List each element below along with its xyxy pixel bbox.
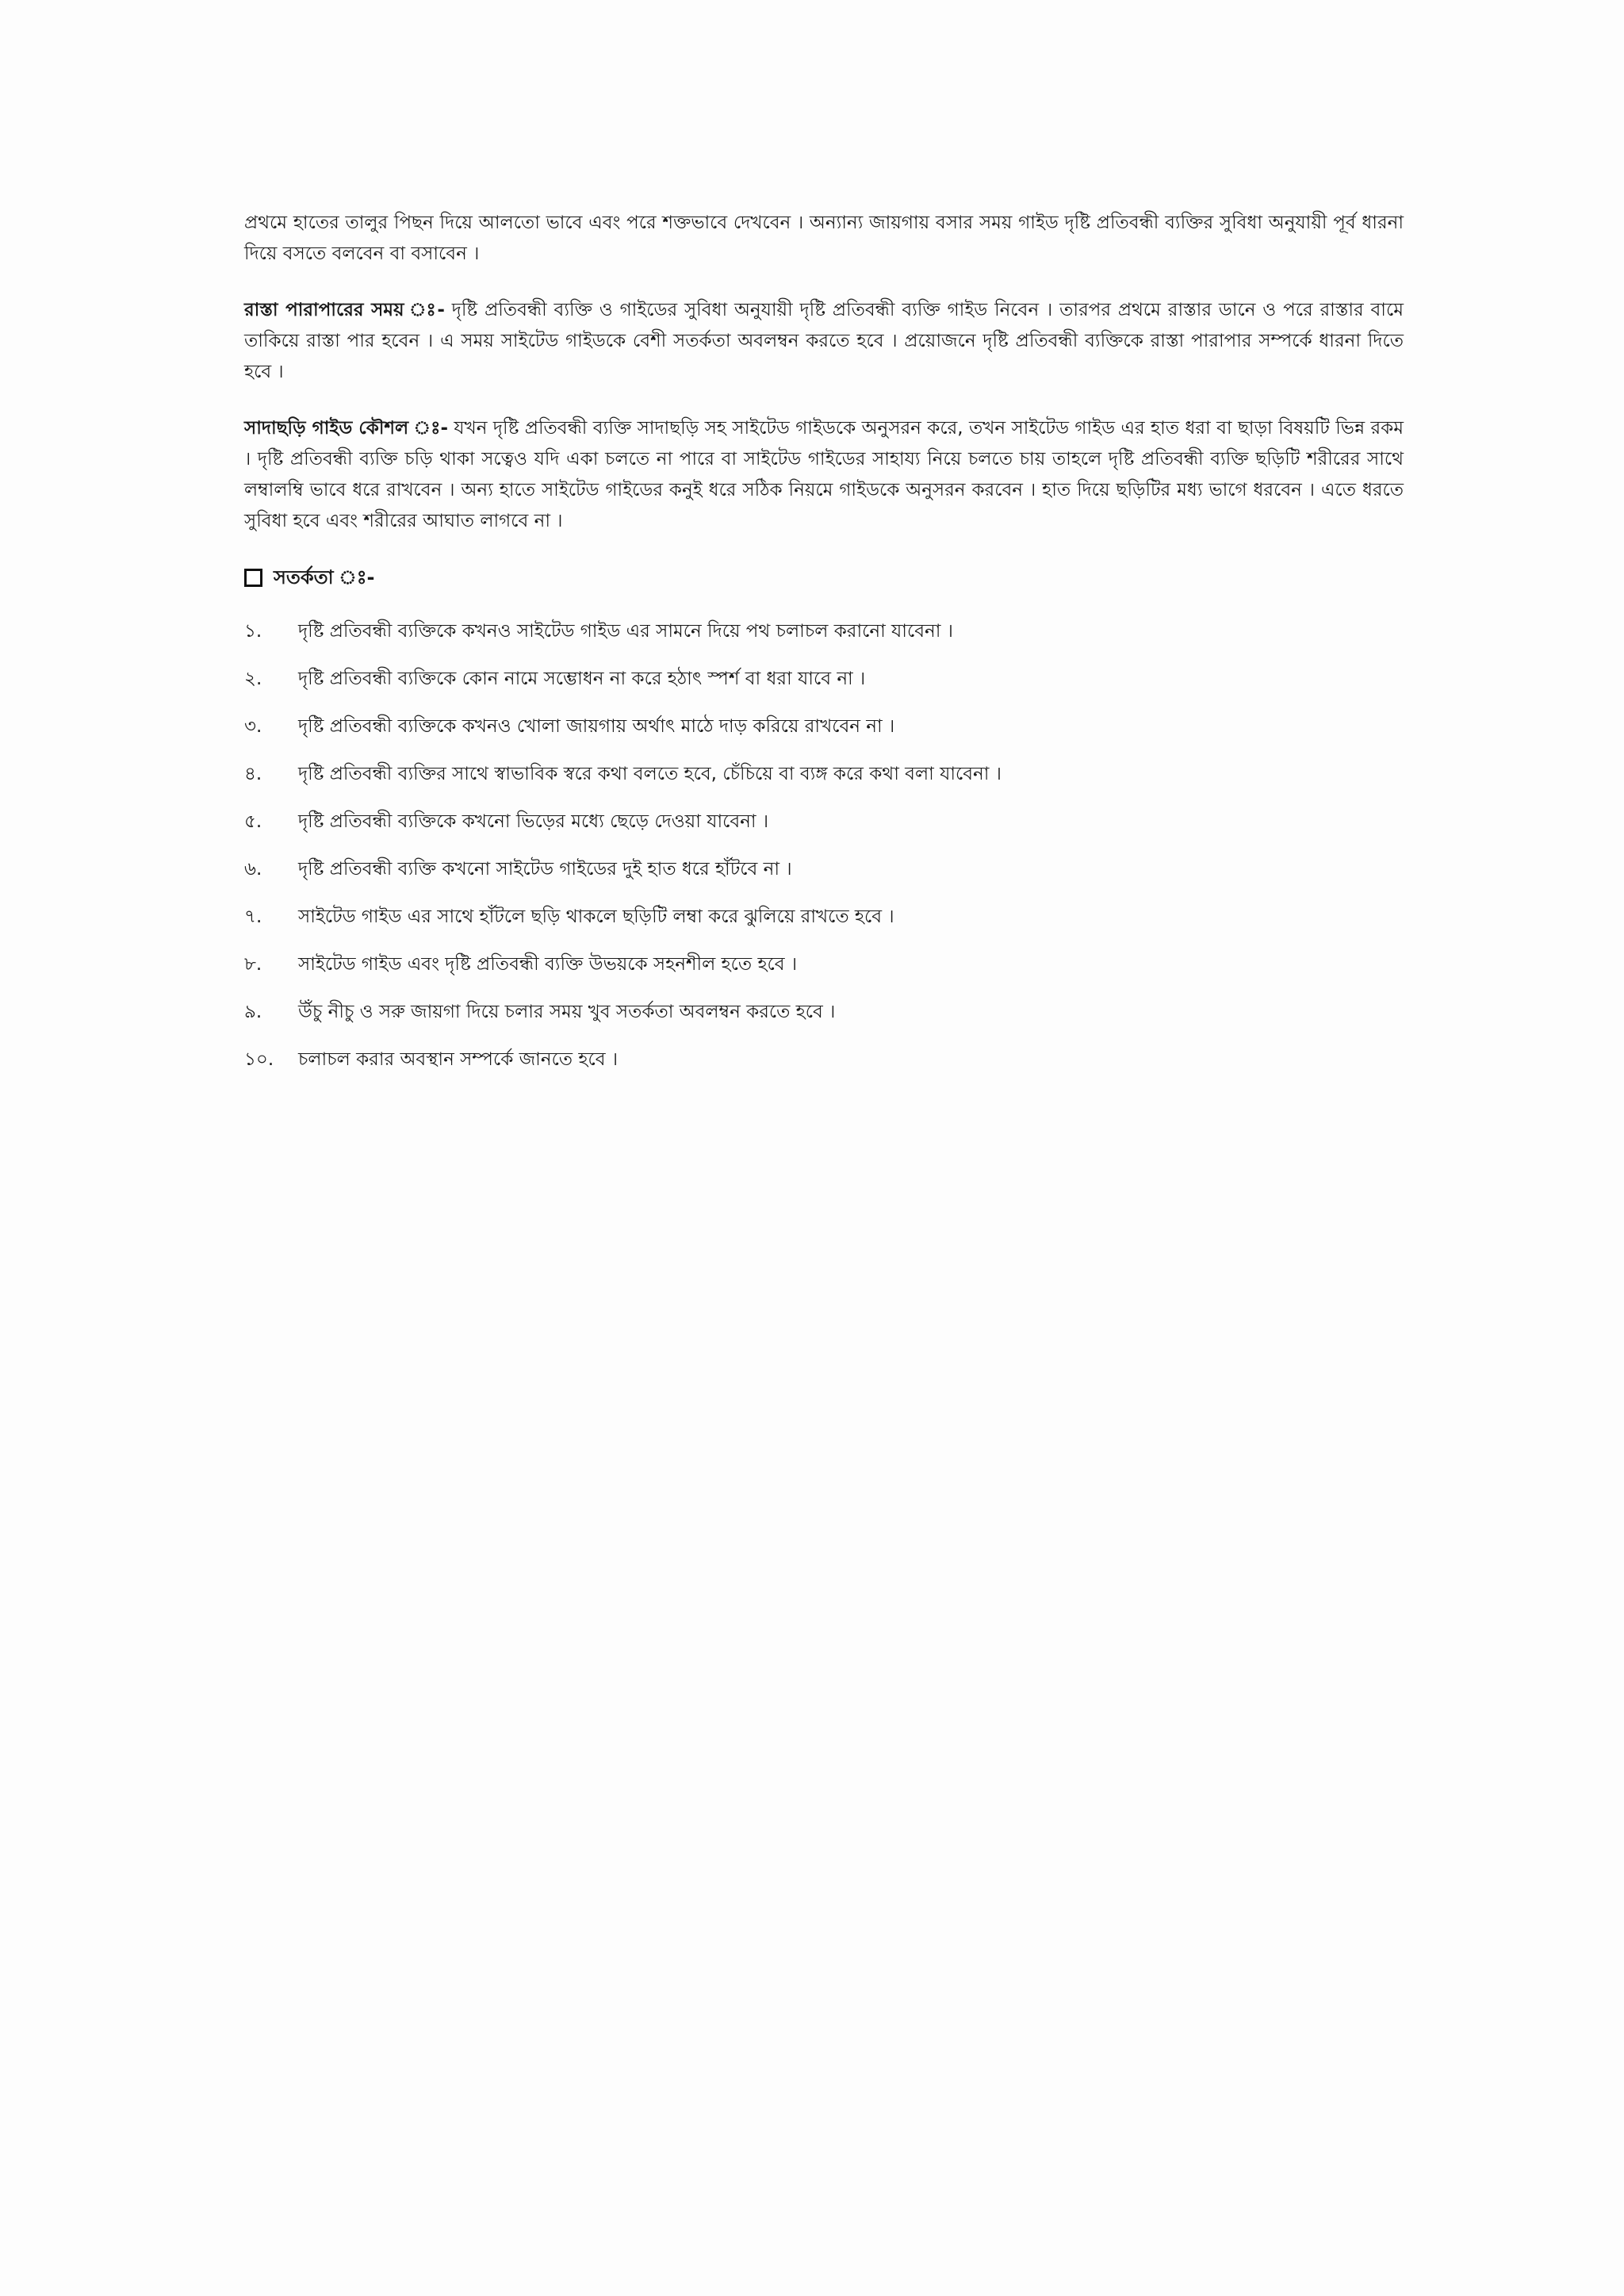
list-item-number: ১০. (244, 1049, 274, 1070)
list-item-text: দৃষ্টি প্রতিবন্ধী ব্যক্তি কখনো সাইটেড গাইডের দুই হাত ধরে হাঁটবে না । (298, 859, 792, 880)
paragraph-road-crossing (244, 295, 1404, 388)
list-item-number: ৫. (244, 811, 262, 832)
list-item (244, 711, 1404, 742)
list-item (244, 807, 1404, 837)
list-item-text: দৃষ্টি প্রতিবন্ধী ব্যক্তিকে কখনও সাইটেড গাইড এর সামনে দিয়ে পথ চলাচল করানো যাবেনা । (298, 621, 953, 642)
paragraph-body: প্রথমে হাতের তালুর পিছন দিয়ে আলতো ভাবে এবং পরে শক্তভাবে দেখবেন । অন্যান্য জায়গায় বসার সময় গাইড দৃষ্টি প্রতিবন্ধী ব্যক্তির সুবিধা অনুযায়ী পূর্ব ধারনা দিয়ে বসতে বলবেন বা বসাবেন । (244, 213, 1404, 264)
list-item (244, 664, 1404, 694)
list-item-number: ২. (244, 669, 262, 689)
caution-heading (244, 562, 1404, 592)
list-item-text: উঁচু নীচু ও সরু জায়গা দিয়ে চলার সময় খুব সতর্কতা অবলম্বন করতে হবে । (298, 1002, 836, 1022)
checkbox-icon (244, 569, 262, 587)
document-content (244, 208, 1404, 1092)
list-item-number: ৬. (244, 859, 262, 880)
list-item (244, 854, 1404, 884)
caution-title: সতর্কতা ঃ- (274, 566, 375, 588)
paragraph-body: দৃষ্টি প্রতিবন্ধী ব্যক্তি ও গাইডের সুবিধা অনুযায়ী দৃষ্টি প্রতিবন্ধী ব্যক্তি গাইড নিবেন । তারপর প্রথমে রাস্তার ডানে ও পরে রাস্তার বামে তাকিয়ে রাস্তা পার হবেন । এ সময় সাইটেড গাইডকে বেশী সতর্কতা অবলম্বন করতে হবে । প্রয়োজনে দৃষ্টি প্রতিবন্ধী ব্যক্তিকে রাস্তা পারাপার সম্পর্কে ধারনা দিতে হবে । (244, 300, 1404, 382)
list-item (244, 616, 1404, 646)
list-item-text: দৃষ্টি প্রতিবন্ধী ব্যক্তিকে কখনো ভিড়ের মধ্যে ছেড়ে দেওয়া যাবেনা । (298, 811, 769, 832)
list-item-text: চলাচল করার অবস্থান সম্পর্কে জানতে হবে । (298, 1049, 619, 1070)
paragraph-heading: রাস্তা পারাপারের সময় ঃ- (244, 300, 445, 320)
list-item (244, 997, 1404, 1027)
list-item-text: দৃষ্টি প্রতিবন্ধী ব্যক্তির সাথে স্বাভাবিক স্বরে কথা বলতে হবে, চেঁচিয়ে বা ব্যঙ্গ করে কথা বলা যাবেনা । (298, 764, 1002, 784)
paragraph-body: যখন দৃষ্টি প্রতিবন্ধী ব্যক্তি সাদাছড়ি সহ সাইটেড গাইডকে অনুসরন করে, তখন সাইটেড গাইড এর হাত ধরা বা ছাড়া বিষয়টি ভিন্ন রকম । দৃষ্টি প্রতিবন্ধী ব্যক্তি চড়ি থাকা সত্বেও যদি একা চলতে না পারে বা সাইটেড গাইডের সাহায্য নিয়ে চলতে চায় তাহলে দৃষ্টি প্রতিবন্ধী ব্যক্তি ছড়িটি শরীরের সাথে লম্বালম্বি ভাবে ধরে রাখবেন । অন্য হাতে সাইটেড গাইডের কনুই ধরে সঠিক নিয়মে গাইডকে অনুসরন করবেন । হাত দিয়ে ছড়িটির মধ্য ভাগে ধরবেন । এতে ধরতে সুবিধা হবে এবং শরীরের আঘাত লাগবে না । (244, 418, 1404, 531)
list-item-text: দৃষ্টি প্রতিবন্ধী ব্যক্তিকে কোন নামে সম্ভোধন না করে হঠাৎ স্পর্শ বা ধরা যাবে না । (298, 669, 866, 689)
list-item (244, 759, 1404, 789)
list-item-number: ৮. (244, 954, 262, 975)
list-item-number: ৭. (244, 907, 262, 927)
list-item (244, 902, 1404, 932)
list-item-number: ৩. (244, 716, 262, 737)
list-item-text: দৃষ্টি প্রতিবন্ধী ব্যক্তিকে কখনও খোলা জায়গায় অর্থাৎ মাঠে দাড় করিয়ে রাখবেন না । (298, 716, 895, 737)
list-item-number: ৯. (244, 1002, 262, 1022)
caution-list (244, 616, 1404, 1075)
list-item-number: ৪. (244, 764, 262, 784)
paragraph-heading: সাদাছড়ি গাইড কৌশল ঃ- (244, 418, 448, 439)
list-item-text: সাইটেড গাইড এর সাথে হাঁটলে ছড়ি থাকলে ছড়িটি লম্বা করে ঝুলিয়ে রাখতে হবে । (298, 907, 894, 927)
list-item (244, 1045, 1404, 1075)
list-item-text: সাইটেড গাইড এবং দৃষ্টি প্রতিবন্ধী ব্যক্তি উভয়কে সহনশীল হতে হবে । (298, 954, 798, 975)
list-item (244, 949, 1404, 979)
paragraph-white-cane-technique (244, 413, 1404, 537)
list-item-number: ১. (244, 621, 262, 642)
paragraph-sitting-guide (244, 208, 1404, 270)
